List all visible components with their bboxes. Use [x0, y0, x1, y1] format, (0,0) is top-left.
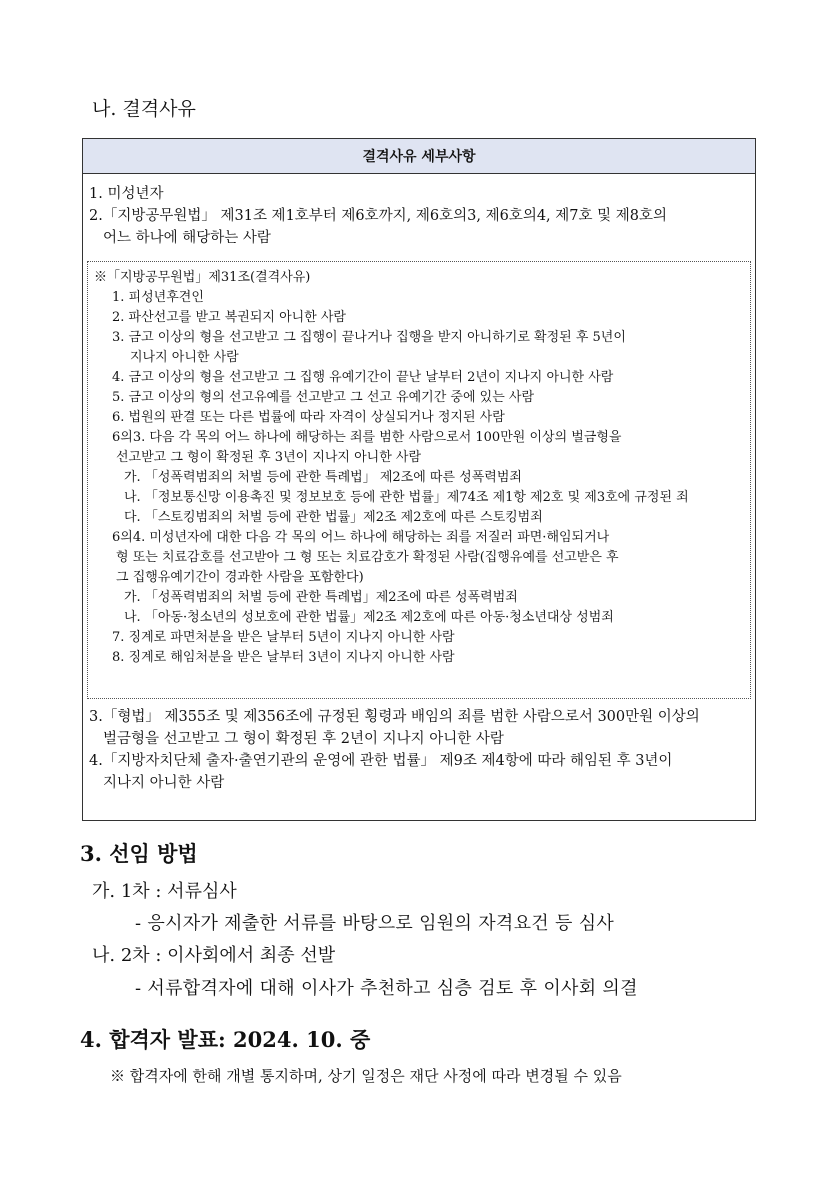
law-lines [94, 288, 744, 668]
law-line: 6. 법원의 판결 또는 다른 법률에 따라 자격이 상실되거나 정지된 사람 [112, 410, 505, 425]
list-item: 2.「지방공무원법」 제31조 제1호부터 제6호까지, 제6호의3, 제6호의4, 제7호 및 제8호의 어느 하나에 해당하는 사람 [89, 208, 667, 246]
law-line: 2. 파산선고를 받고 복권되지 아니한 사람 [112, 310, 346, 325]
law-line: 3. 금고 이상의 형을 선고받고 그 집행이 끝나거나 집행을 받지 아니하기로 확정된 후 5년이 [112, 330, 626, 345]
law-line: 4. 금고 이상의 형을 선고받고 그 집행 유예기간이 끝난 날부터 2년이 지나지 아니한 사람 [112, 370, 614, 385]
law-line: 8. 징계로 해임처분을 받은 날부터 3년이 지나지 아니한 사람 [112, 650, 455, 665]
law-line: 그 집행유예기간이 경과한 사람을 포함한다) [116, 570, 364, 585]
law-line: 형 또는 치료감호를 선고받아 그 형 또는 치료감호가 확정된 사람(집행유예를 선고받은 후 [116, 550, 619, 565]
law-line: 가. 「성폭력범죄의 처벌 등에 관한 특례법」제2조에 따른 성폭력범죄 [124, 590, 518, 605]
subsection-title: 나. 결격사유 [92, 98, 196, 120]
law-line: 나. 「정보통신망 이용촉진 및 정보보호 등에 관한 법률」제74조 제1항 제2호 및 제3호에 규정된 죄 [124, 490, 689, 505]
law-line: 선고받고 그 형이 확정된 후 3년이 지나지 아니한 사람 [116, 450, 422, 465]
law-line: 1. 피성년후견인 [112, 290, 204, 305]
step2-description: - 서류합격자에 대해 이사가 추천하고 심층 검토 후 이사회 의결 [135, 978, 638, 999]
law-line: 7. 징계로 파면처분을 받은 날부터 5년이 지나지 아니한 사람 [112, 630, 455, 645]
notice-note: ※ 합격자에 한해 개별 통지하며, 상기 일정은 재단 사정에 따라 변경될 수 있음 [110, 1067, 622, 1085]
step1-label: 가. 1차 : 서류심사 [92, 881, 237, 902]
law-line: 지나지 아니한 사람 [130, 350, 239, 365]
box-header: 결격사유 세부사항 [83, 139, 755, 174]
main-list-top [89, 183, 749, 249]
list-item: 4.「지방자치단체 출자·출연기관의 운영에 관한 법률」 제9조 제4항에 따라 해임된 후 3년이 지나지 아니한 사람 [89, 753, 673, 791]
law-line: 다. 「스토킹범죄의 처벌 등에 관한 법률」제2조 제2호에 따른 스토킹범죄 [124, 510, 543, 525]
section3-title: 3. 선임 방법 [80, 841, 198, 866]
section4-title: 4. 합격자 발표: 2024. 10. 중 [80, 1027, 371, 1052]
disqualification-box [82, 138, 756, 821]
law-line: 6의3. 다음 각 목의 어느 하나에 해당하는 죄를 범한 사람으로서 100만원 이상의 벌금형을 [112, 430, 622, 445]
law-line: 나. 「아동·청소년의 성보호에 관한 법률」제2조 제2호에 따른 아동·청소년대상 성범죄 [124, 610, 614, 625]
law-excerpt-box [87, 261, 751, 699]
list-item: 1. 미성년자 [89, 186, 164, 202]
main-list-bottom [89, 706, 749, 794]
law-line: 6의4. 미성년자에 대한 다음 각 목의 어느 하나에 해당하는 죄를 저질러 파면·해임되거나 [112, 530, 610, 545]
step2-label: 나. 2차 : 이사회에서 최종 선발 [92, 945, 336, 966]
list-item: 3.「형법」 제355조 및 제356조에 규정된 횡령과 배임의 죄를 범한 사람으로서 300만원 이상의 벌금형을 선고받고 그 형이 확정된 후 2년이 지나지 아니한 사람 [89, 709, 700, 747]
step1-description: - 응시자가 제출한 서류를 바탕으로 임원의 자격요건 등 심사 [135, 913, 615, 934]
law-line: 5. 금고 이상의 형의 선고유예를 선고받고 그 선고 유예기간 중에 있는 사람 [112, 390, 535, 405]
law-line: 가. 「성폭력범죄의 처벌 등에 관한 특례법」 제2조에 따른 성폭력범죄 [124, 470, 522, 485]
law-title: ※「지방공무원법」제31조(결격사유) [94, 270, 311, 285]
